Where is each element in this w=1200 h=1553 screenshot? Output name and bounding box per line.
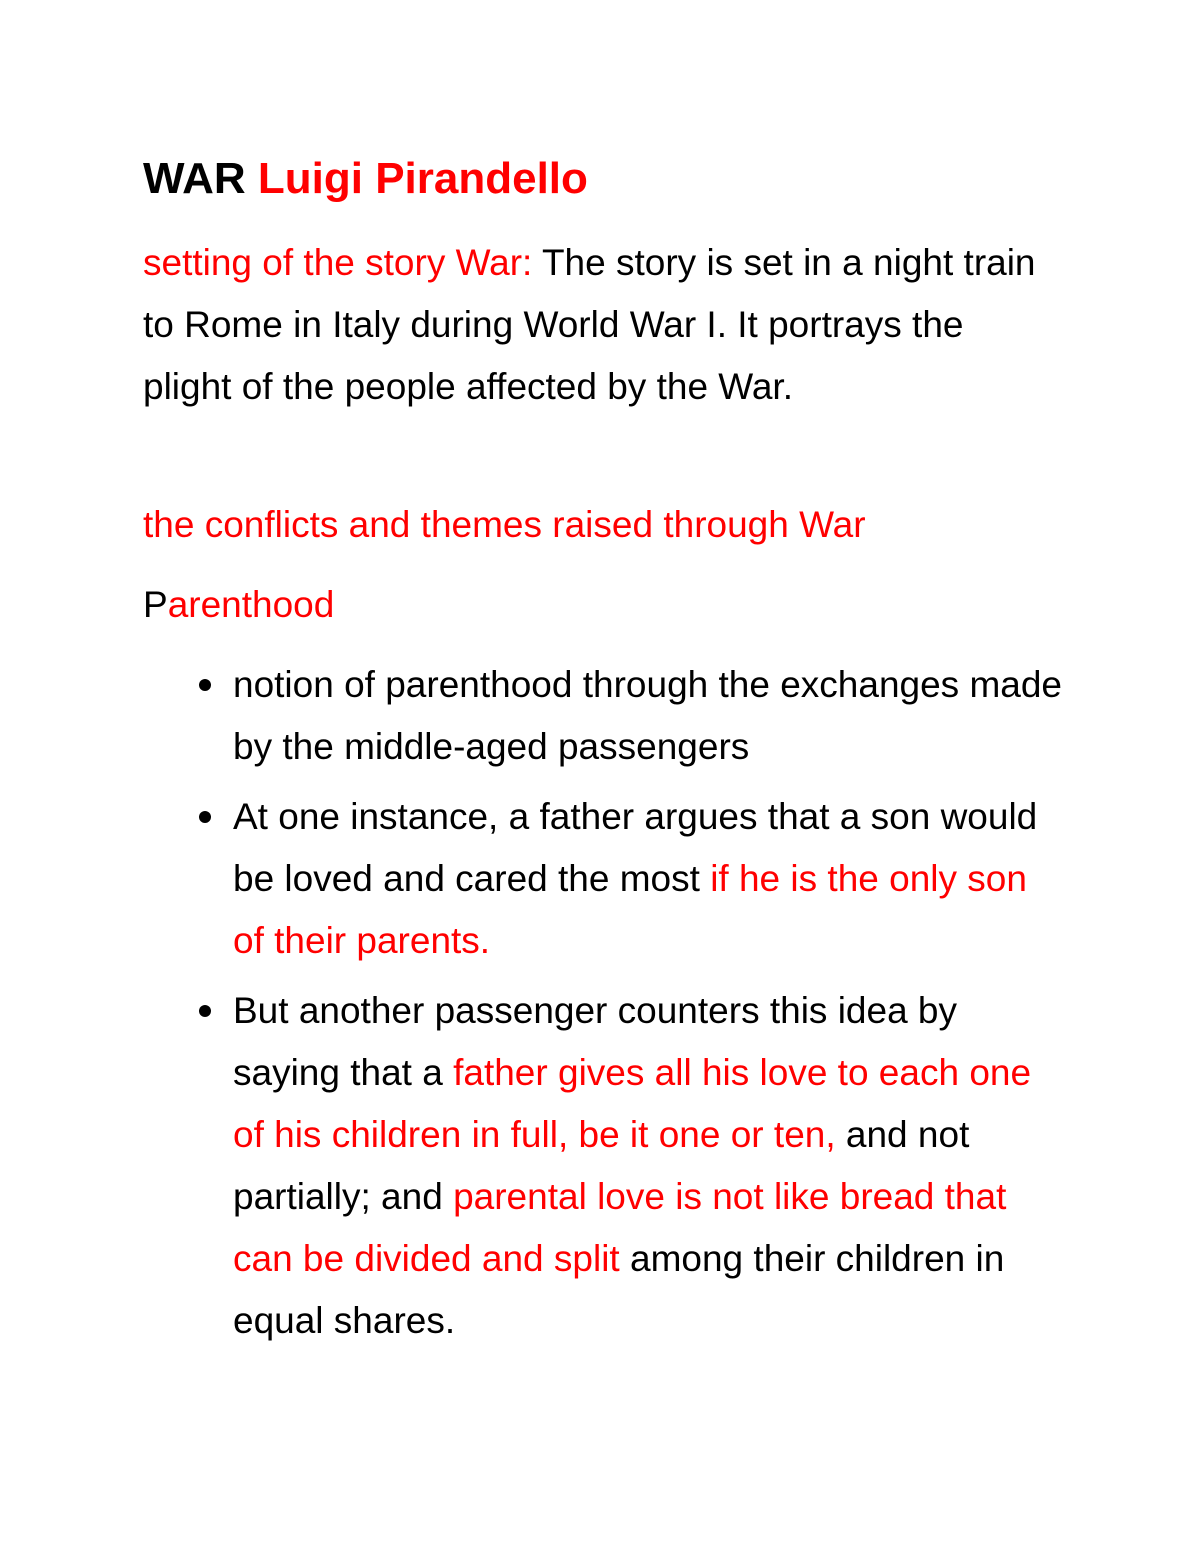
bullet-item-father-argues [0,786,1200,972]
bullet-3-text-1: But another passenger counters this idea by saying that a [233,990,958,1093]
bullet-3-highlight-2: parental love is not like bread that can be divided and split [233,1176,1007,1279]
parenthood-first-letter: P [143,584,168,625]
setting-label: setting of the story War: [143,242,533,283]
bullet-dot-icon [199,679,211,691]
bullet-dot-icon [199,1005,211,1017]
bullet-item-notion [0,654,1200,778]
bullet-3-text-2: and not partially; and [233,1114,970,1217]
bullet-dot-icon [199,811,211,823]
bullet-text-father-argues [233,786,1063,972]
bullet-text-another-passenger [233,980,1063,1352]
bullet-text-notion: notion of parenthood through the exchanges made by the middle-aged passengers [233,664,1063,767]
bullet-item-another-passenger [0,980,1200,1352]
bullet-2-highlight: if he is the only son of their parents. [233,858,1027,961]
parenthood-bullet-list [0,654,1200,1360]
setting-text: The story is set in a night train to Rome in Italy during World War I. It portrays the plight of the people affected by the War. [143,242,1036,407]
bullet-3-highlight-1: father gives all his love to each one of his children in full, be it one or ten, [233,1052,1032,1155]
conflicts-heading: the conflicts and themes raised through War [143,504,866,545]
parenthood-rest: arenthood [167,584,335,625]
parenthood-heading [143,574,1043,636]
setting-paragraph [143,232,1043,418]
title-author: Luigi Pirandello [257,154,588,203]
bullet-3-text-3: among their children in equal shares. [233,1238,1005,1341]
title-war: WAR [143,154,246,203]
bullet-2-text: At one instance, a father argues that a son would be loved and cared the most [233,796,1038,899]
document-title [143,148,588,210]
